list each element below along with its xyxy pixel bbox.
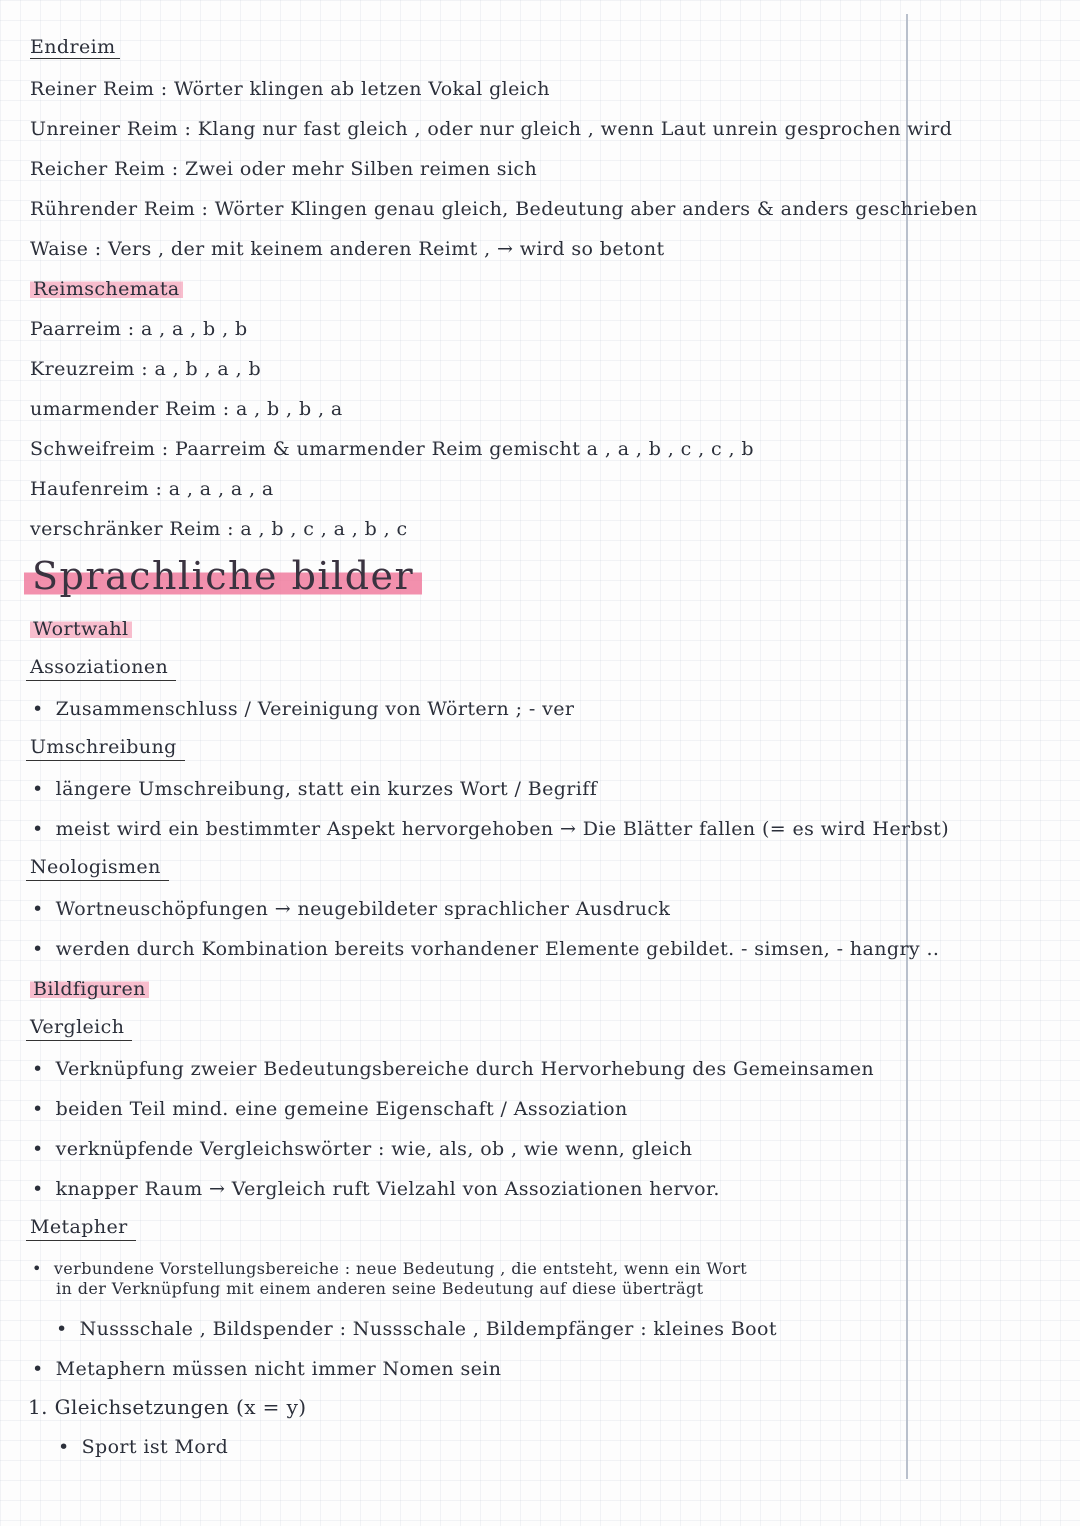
umarmender-reim-line: umarmender Reim : a , b , b , a: [30, 398, 343, 420]
neologismen-heading-text: Neologismen: [26, 856, 169, 881]
kreuzreim-line: Kreuzreim : a , b , a , b: [30, 358, 262, 380]
metapher-heading: [26, 1216, 136, 1241]
endreim-heading: [30, 36, 120, 58]
umschreibung-bullet-1: • längere Umschreibung, statt ein kurzes Wort / Begriff: [32, 778, 597, 800]
wortwahl-heading: [30, 618, 132, 640]
reicher-reim-line: Reicher Reim : Zwei oder mehr Silben reimen sich: [30, 158, 538, 180]
vergleich-heading: [26, 1016, 132, 1041]
paarreim-line: Paarreim : a , a , b , b: [30, 318, 248, 340]
vergleich-bullet-4: • knapper Raum → Vergleich ruft Vielzahl von Assoziationen hervor.: [32, 1178, 720, 1200]
metapher-example: • Nussschale , Bildspender : Nussschale , Bildempfänger : kleines Boot: [56, 1318, 777, 1340]
umschreibung-heading: [26, 736, 185, 761]
ruehrender-reim-line: Rührender Reim : Wörter Klingen genau gleich, Bedeutung aber anders & anders geschrieben: [30, 198, 978, 220]
sprachliche-bilder-heading: [24, 554, 422, 605]
vergleich-bullet-1: • Verknüpfung zweier Bedeutungsbereiche durch Hervorhebung des Gemeinsamen: [32, 1058, 874, 1080]
verschraenkter-reim-line: verschränker Reim : a , b , c , a , b , c: [30, 518, 408, 540]
metapher-list-item-1: 1. Gleichsetzungen (x = y): [28, 1395, 307, 1419]
assoziationen-heading-text: Assoziationen: [26, 656, 176, 681]
page-margin-line: [906, 14, 908, 1479]
schweifreim-line: Schweifreim : Paarreim & umarmender Reim gemischt a , a , b , c , c , b: [30, 438, 754, 460]
assoziationen-heading: [26, 656, 176, 681]
vergleich-bullet-2: • beiden Teil mind. eine gemeine Eigenschaft / Assoziation: [32, 1098, 628, 1120]
assoziationen-bullet-1: • Zusammenschluss / Vereinigung von Wörtern ; - ver: [32, 698, 574, 720]
vergleich-bullet-3: • verknüpfende Vergleichswörter : wie, als, ob , wie wenn, gleich: [32, 1138, 692, 1160]
wortwahl-heading-text: Wortwahl: [30, 618, 132, 640]
metapher-bullet-2: • Metaphern müssen nicht immer Nomen sein: [32, 1358, 501, 1380]
neologismen-bullet-2: • werden durch Kombination bereits vorhandener Elemente gebildet. - simsen, - hangry ..: [32, 938, 939, 960]
umschreibung-heading-text: Umschreibung: [26, 736, 185, 761]
endreim-heading-text: Endreim: [30, 36, 120, 59]
metapher-bullet-1-line-2: in der Verknüpfung mit einem anderen seine Bedeutung auf diese überträgt: [56, 1279, 704, 1298]
reimschemata-heading: [30, 278, 183, 300]
metapher-list-item-1-example: • Sport ist Mord: [58, 1436, 228, 1458]
sprachliche-bilder-heading-text: Sprachliche bilder: [24, 554, 422, 598]
neologismen-bullet-1: • Wortneuschöpfungen → neugebildeter sprachlicher Ausdruck: [32, 898, 670, 920]
metapher-heading-text: Metapher: [26, 1216, 136, 1241]
bildfiguren-heading-text: Bildfiguren: [30, 978, 149, 1000]
bildfiguren-heading: [30, 978, 149, 1000]
unreiner-reim-line: Unreiner Reim : Klang nur fast gleich , oder nur gleich , wenn Laut unrein gesprochen wird: [30, 118, 953, 140]
umschreibung-bullet-2: • meist wird ein bestimmter Aspekt hervorgehoben → Die Blätter fallen (= es wird Herbst): [32, 818, 949, 840]
vergleich-heading-text: Vergleich: [26, 1016, 132, 1041]
metapher-bullet-1-line-1: • verbundene Vorstellungsbereiche : neue Bedeutung , die entsteht, wenn ein Wort: [32, 1258, 747, 1280]
neologismen-heading: [26, 856, 169, 881]
waise-line: Waise : Vers , der mit keinem anderen Reimt , → wird so betont: [30, 238, 665, 260]
reiner-reim-line: Reiner Reim : Wörter klingen ab letzen Vokal gleich: [30, 78, 550, 100]
reimschemata-heading-text: Reimschemata: [30, 278, 183, 300]
haufenreim-line: Haufenreim : a , a , a , a: [30, 478, 274, 500]
